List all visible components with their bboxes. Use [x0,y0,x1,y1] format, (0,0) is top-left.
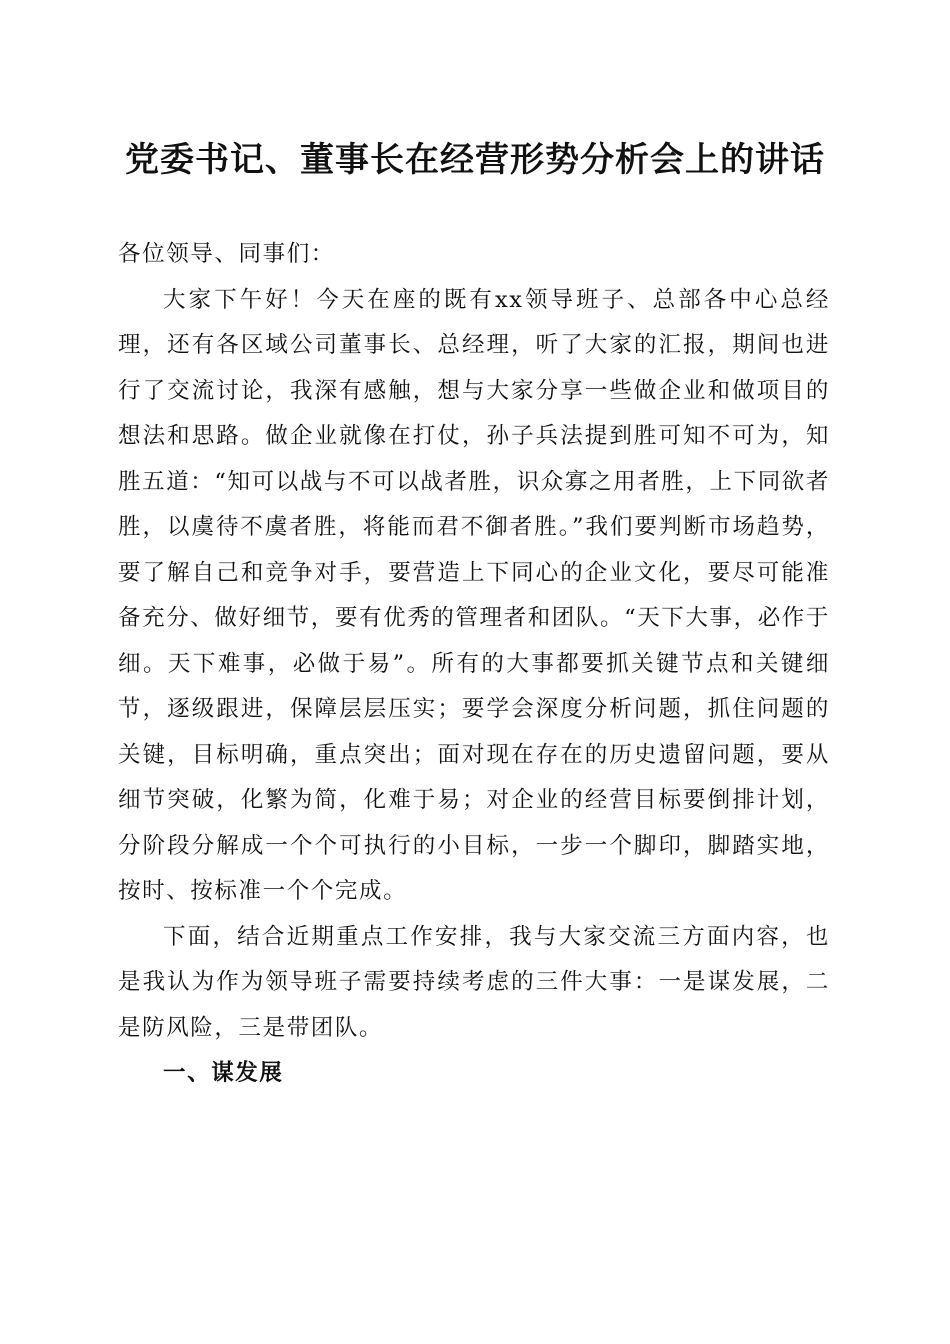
section-heading: 一、谋发展 [163,1060,284,1086]
salutation: 各位领导、同事们： [118,241,335,267]
paragraph-outline: 下面，结合近期重点工作安排，我与大家交流三方面内容，也是我认为作为领导班子需要持续考虑的三件大事：一是谋发展，二是防风险，三是带团队。 [118,923,830,1041]
document-body [118,232,830,1097]
document-title: 党委书记、董事长在经营形势分析会上的讲话 [125,140,825,180]
paragraph-opening: 大家下午好！今天在座的既有xx领导班子、总部各中心总经理，还有各区域公司董事长、总经理，听了大家的汇报，期间也进行了交流讨论，我深有感触，想与大家分享一些做企业和做项目的想法和思路。做企业就像在打仗，孙子兵法提到胜可知不可为，知胜五道：“知可以战与不可以战者胜，识众寡之用者胜，上下同欲者胜，以虞待不虞者胜，将能而君不御者胜。”我们要判断市场趋势，要了解自己和竞争对手，要营造上下同心的企业文化，要尽可能准备充分、做好细节，要有优秀的管理者和团队。“天下大事，必作于细。天下难事，必做于易”。所有的大事都要抓关键节点和关键细节，逐级跟进，保障层层压实；要学会深度分析问题，抓住问题的关键，目标明确，重点突出；面对现在存在的历史遗留问题，要从细节突破，化繁为简，化难于易；对企业的经营目标要倒排计划，分阶段分解成一个个可执行的小目标，一步一个脚印，脚踏实地，按时、按标准一个个完成。 [118,286,831,904]
